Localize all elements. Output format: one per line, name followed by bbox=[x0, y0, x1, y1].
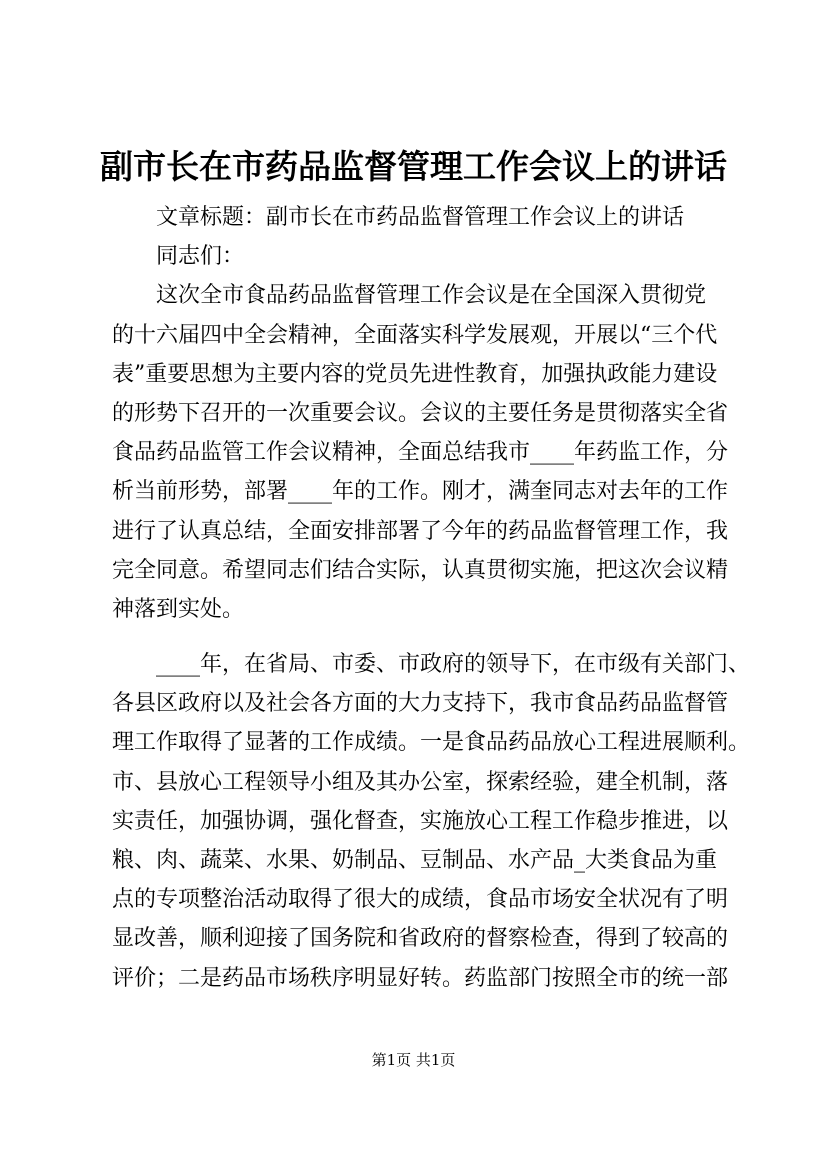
paragraph-line: 的十六届四中全会精神，全面落实科学发展观，开展以“三个代 bbox=[112, 322, 718, 348]
paragraph-line: 完全同意。希望同志们结合实际，认真贯彻实施，把这次会议精 bbox=[112, 557, 729, 583]
page-footer: 第1页 共1页 bbox=[371, 1051, 456, 1069]
paragraph-line: 进行了认真总结，全面安排部署了今年的药品监督管理工作，我 bbox=[112, 518, 729, 544]
paragraph-line: 粮、肉、蔬菜、水果、奶制品、豆制品、水产品_大类食品为重 bbox=[112, 848, 718, 873]
paragraph-1 bbox=[112, 276, 792, 629]
paragraph-line: 显改善，顺利迎接了国务院和省政府的督察检查，得到了较高的 bbox=[112, 926, 729, 952]
paragraph-line: 表”重要思想为主要内容的党员先进性教育，加强执政能力建设 bbox=[112, 361, 718, 387]
paragraph-line: 各县区政府以及社会各方面的大力支持下，我市食品药品监督管 bbox=[112, 691, 729, 717]
paragraph-line: 神落到实处。 bbox=[112, 596, 245, 622]
paragraph-line: 理工作取得了显著的工作成绩。一是食品药品放心工程进展顺利。 bbox=[112, 730, 751, 756]
salutation: 同志们： bbox=[156, 244, 245, 270]
paragraph-2 bbox=[112, 645, 792, 998]
document-title: 副市长在市药品监督管理工作会议上的讲话 bbox=[100, 147, 727, 186]
document-body bbox=[112, 198, 792, 998]
subtitle-line: 文章标题：副市长在市药品监督管理工作会议上的讲话 bbox=[156, 205, 685, 230]
paragraph-line: 实责任，加强协调，强化督查，实施放心工程工作稳步推进，以 bbox=[112, 808, 729, 834]
paragraph-spacer bbox=[112, 629, 792, 645]
paragraph-line: 的形势下召开的一次重要会议。会议的主要任务是贯彻落实全省 bbox=[112, 400, 729, 426]
paragraph-line: 这次全市食品药品监督管理工作会议是在全国深入贯彻党 bbox=[156, 283, 707, 309]
paragraph-line: 点的专项整治活动取得了很大的成绩，食品市场安全状况有了明 bbox=[112, 887, 729, 913]
paragraph-line: 析当前形势，部署____年的工作。刚才，满奎同志对去年的工作 bbox=[112, 479, 729, 505]
paragraph-line: 评价；二是药品市场秩序明显好转。药监部门按照全市的统一部 bbox=[112, 965, 729, 991]
paragraph-line: ____年，在省局、市委、市政府的领导下，在市级有关部门、 bbox=[156, 652, 751, 678]
paragraph-line: 市、县放心工程领导小组及其办公室，探索经验，建全机制，落 bbox=[112, 769, 729, 795]
paragraph-line: 食品药品监管工作会议精神，全面总结我市____年药监工作，分 bbox=[112, 440, 729, 466]
